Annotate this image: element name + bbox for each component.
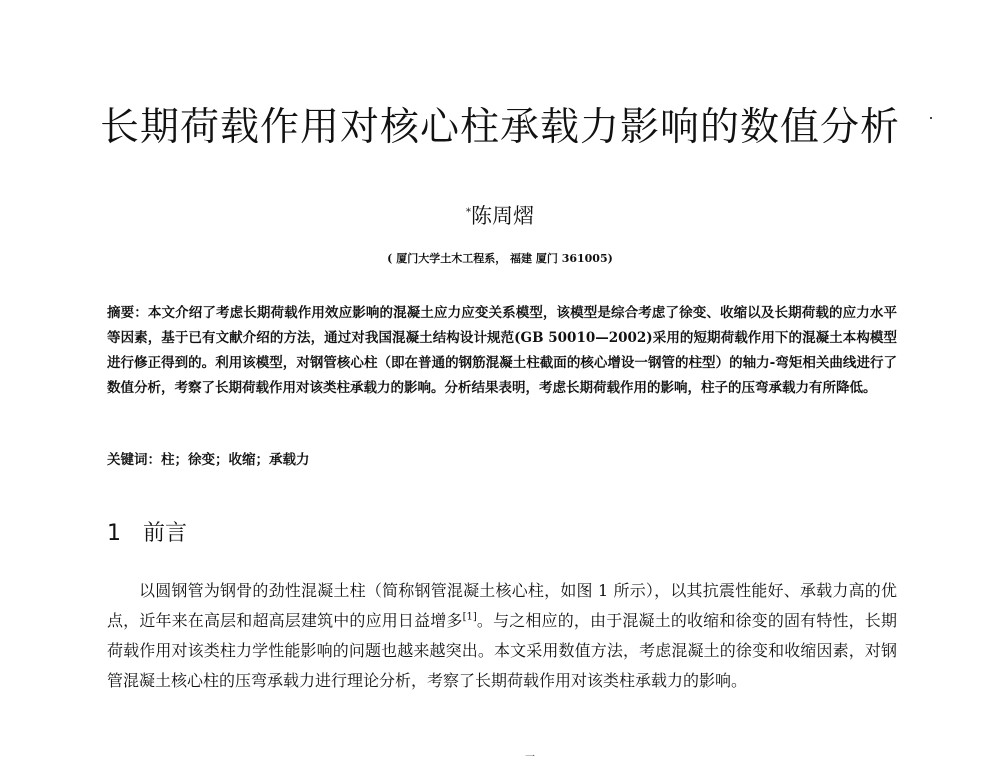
keywords-text: 柱；徐变；收缩；承载力 xyxy=(161,452,310,468)
page-footer-mark: 一 xyxy=(525,752,535,763)
abstract-text: 本文介绍了考虑长期荷载作用效应影响的混凝土应力应变关系模型，该模型是综合考虑了徐变、收缩以及长期荷载的应力水平等因素，基于已有文献介绍的方法，通过对我国混凝土结构设计规范(GB 50010—2002)采用的短期荷载作用下的混凝土本构模型进行修正得到的。利用该模型，对钢管核心柱（即在普通的钢筋混凝土柱截面的核心增设一钢管的柱型）的轴力-弯矩相关曲线进行了数值分析，考察了长期荷载作用对该类柱承载力的影响。分析结果表明，考虑长期荷载作用的影响，柱子的压弯承载力有所降低。 xyxy=(107,305,898,396)
abstract xyxy=(107,301,897,401)
section-title: 前言 xyxy=(143,521,188,546)
body-paragraph xyxy=(107,576,897,696)
author-name: 陈周熠 xyxy=(471,204,534,228)
body-part-1: 以圆钢管为钢骨的劲性混凝土柱（简称钢管混凝土核心柱，如图 1 所示），以其抗震性能好、承载力高的优点，近年来在高层和超高层建筑中的应用日益增多 xyxy=(107,581,897,630)
section-heading xyxy=(107,516,187,547)
section-number: 1 xyxy=(107,521,121,546)
affiliation: ( 厦门大学土木工程系， 福建 厦门 361005) xyxy=(387,252,613,265)
author-marker: * xyxy=(466,207,471,218)
keywords-label: 关键词： xyxy=(107,452,161,468)
body-part-2: 。与之相应的，由于混凝土的收缩和徐变的固有特性，长期荷载作用对该类柱力学性能影响的问题也越来越突出。本文采用数值方法，考虑混凝土的徐变和收缩因素，对钢管混凝土核心柱的压弯承载力进行理论分析，考察了长期荷载作用对该类柱承载力的影响。 xyxy=(107,611,897,690)
author-line xyxy=(0,200,1000,230)
citation-ref: [1] xyxy=(462,611,477,623)
abstract-label: 摘要： xyxy=(107,305,148,321)
keywords xyxy=(107,448,897,468)
paper-title: 长期荷载作用对核心柱承载力影响的数值分析 xyxy=(99,105,900,150)
